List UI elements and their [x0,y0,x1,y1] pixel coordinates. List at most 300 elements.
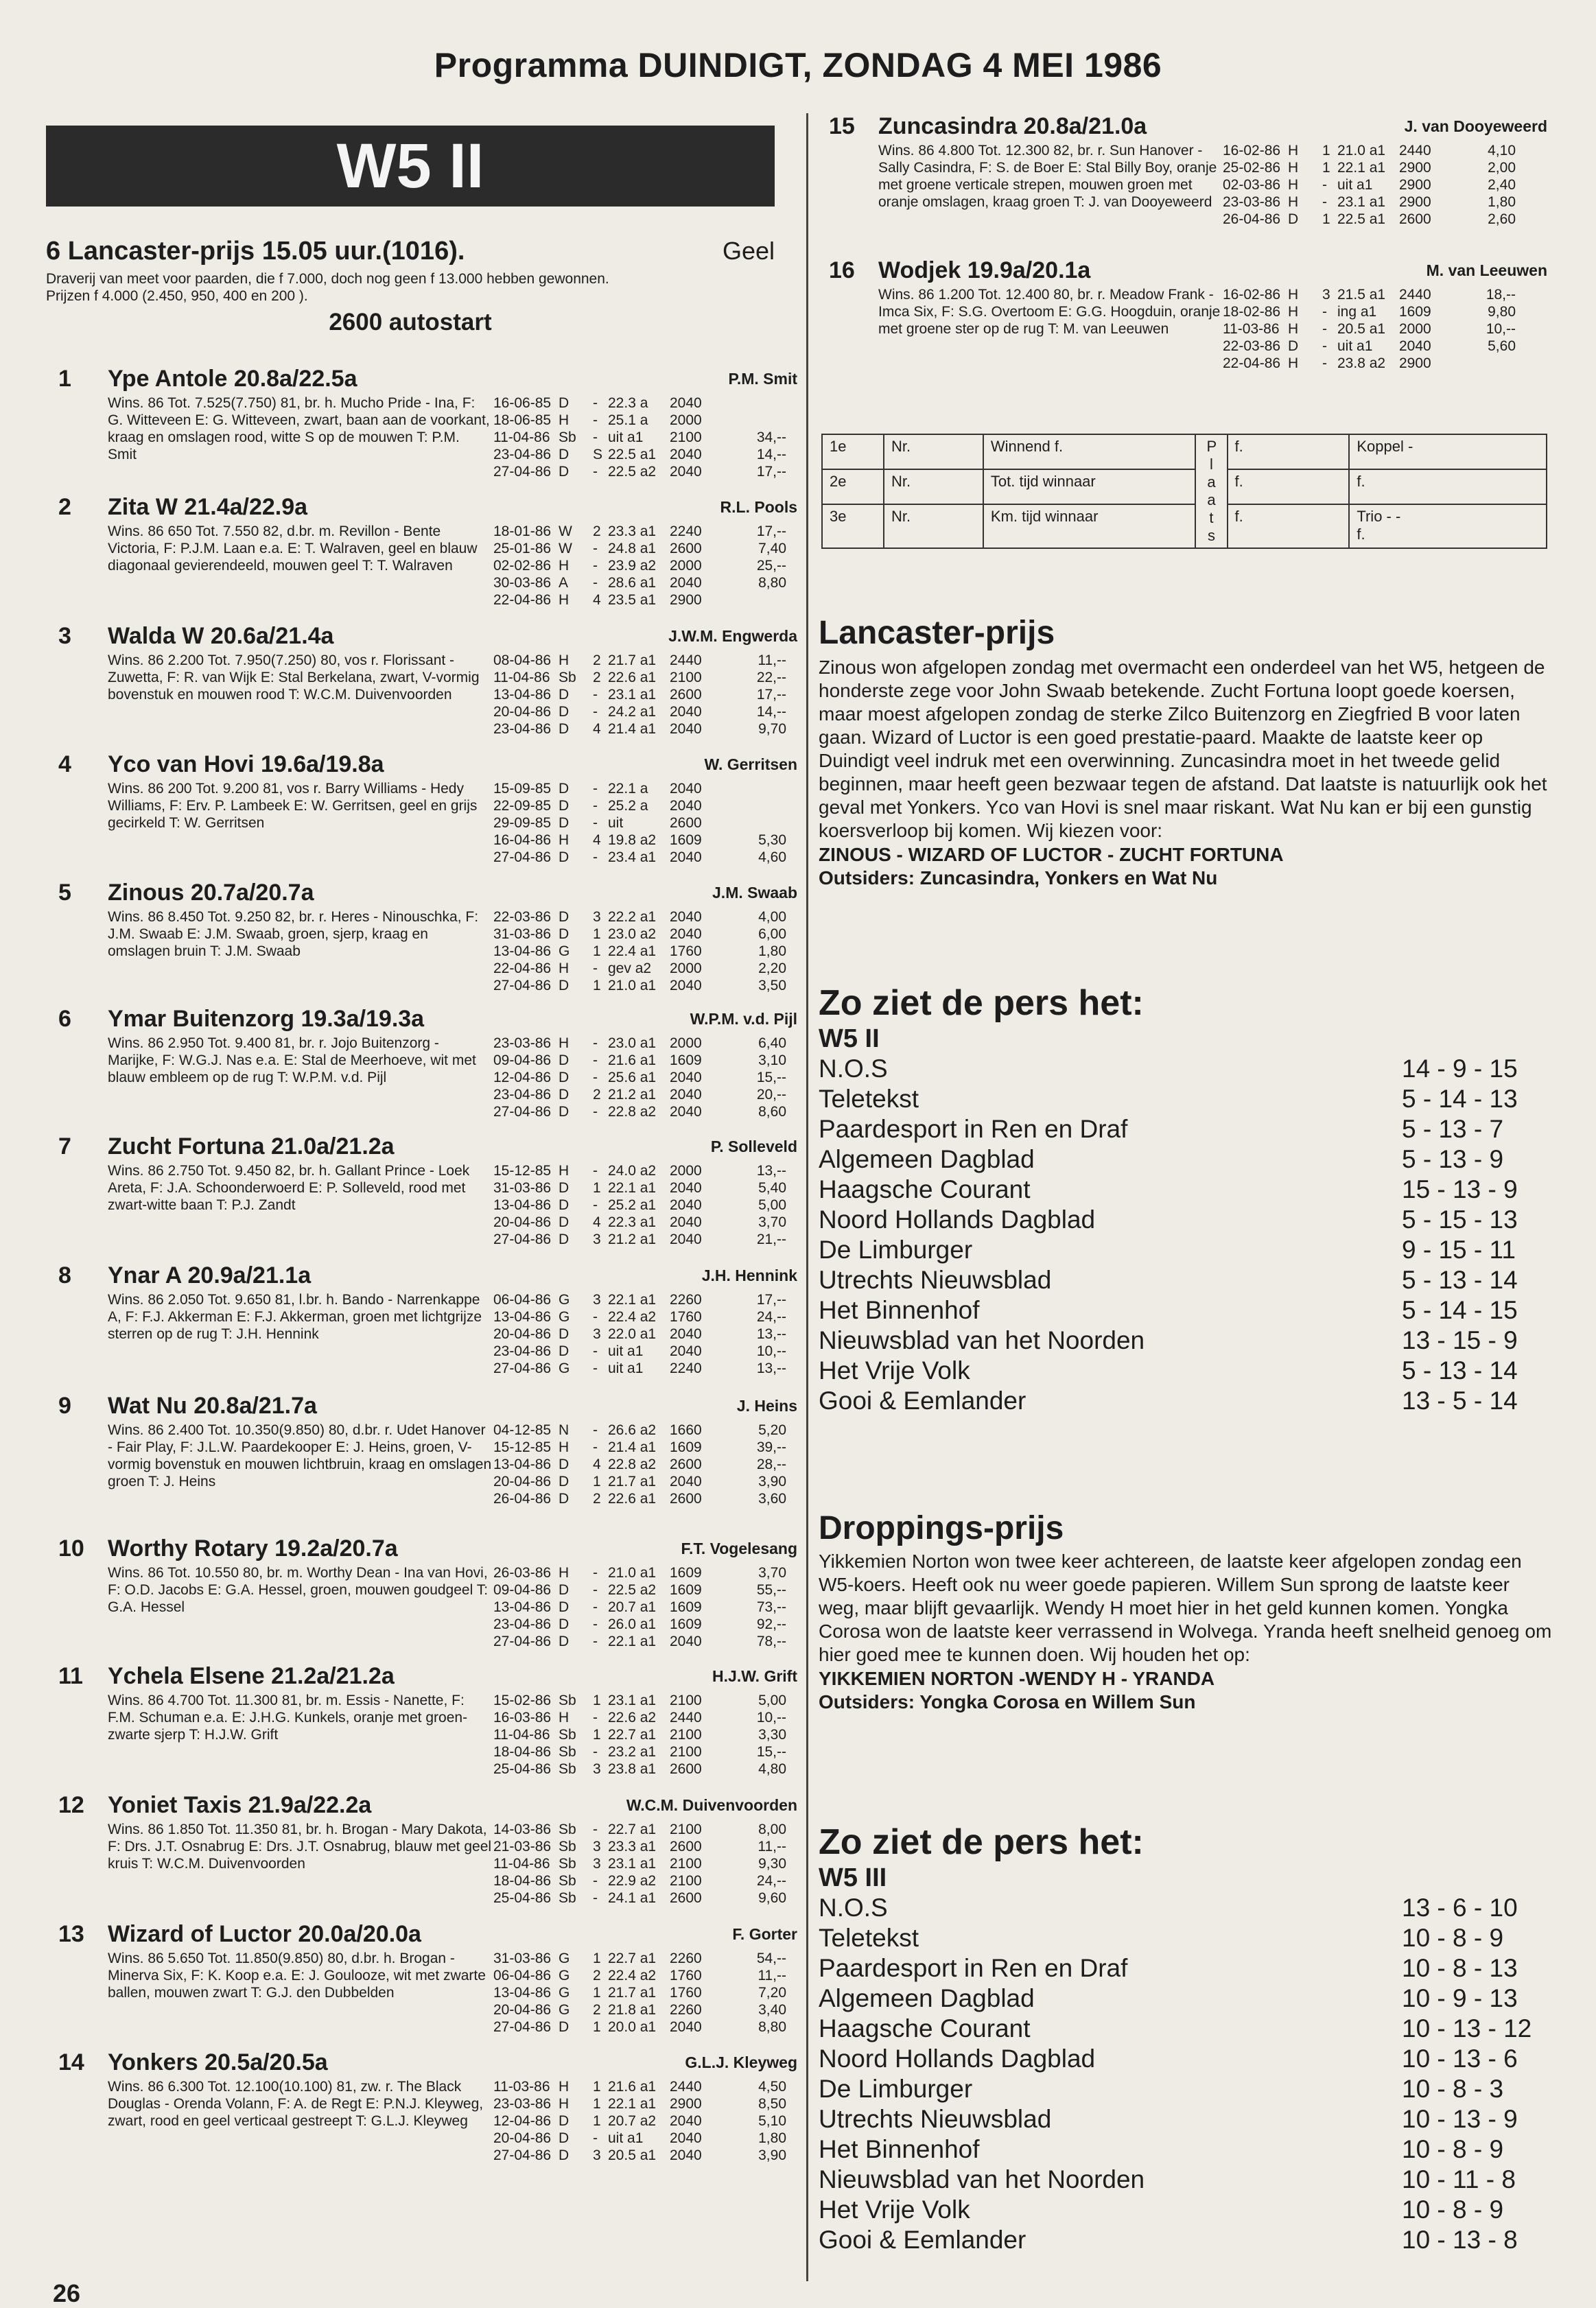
result-f: f. [1228,434,1350,469]
run-row [1223,211,1545,228]
run-odds: 3,30 [758,1727,786,1743]
run-odds: 3,90 [758,2147,786,2163]
press-title: Zo ziet de pers het: [819,1822,1144,1862]
newspaper-name: De Limburger [819,2075,973,2103]
run-time: 22.1 a1 [608,1180,657,1196]
newspaper-name: Het Binnenhof [819,2135,980,2163]
run-time: 25.1 a [608,412,648,428]
run-row [493,2078,795,2095]
horse-info: Wins. 86 200 Tot. 9.200 81, vos r. Barry Williams - Hedy Williams, F: Erv. P. Lambeek E: W. Gerritsen, geel en grijs gecirkeld T: W. Gerritsen [108,781,478,831]
page-title: Programma DUINDIGT, ZONDAG 4 MEI 1986 [434,46,1162,84]
run-odds: 6,00 [758,926,786,942]
run-place: 4 [593,592,601,608]
entry-number: 3 [58,623,71,649]
run-distance: 1609 [1399,304,1431,320]
run-track: D [559,464,570,480]
run-track: D [559,1474,570,1489]
run-distance: 2000 [670,961,702,976]
run-time: 23.5 a1 [608,592,657,608]
run-place: 1 [593,2019,601,2035]
entry-number: 16 [829,257,855,283]
run-date: 11-04-86 [493,670,550,685]
horse-name: Zucht Fortuna 21.0a/21.2a [108,1133,395,1159]
horse-info: Wins. 86 2.750 Tot. 9.450 82, br. h. Gallant Prince - Loek Areta, F: J.A. Schoonderwoerd E: P. Solleveld, rood met zwart-witte baan T: P.J. Zandt [108,1163,470,1213]
run-odds: 18,-- [1486,287,1516,303]
run-time: 26.6 a2 [608,1422,657,1438]
run-place: - [593,575,598,591]
run-time: 21.4 a1 [608,721,657,737]
run-time: 24.8 a1 [608,541,657,556]
run-date: 25-01-86 [493,541,552,556]
recent-runs [493,395,795,480]
results-table [821,434,1547,549]
press-row [819,1084,1553,1114]
run-distance: 2040 [670,1326,702,1342]
run-odds: 21,-- [756,1232,786,1247]
run-date: 29-09-85 [493,815,552,831]
run-distance: 2100 [670,670,702,685]
droppings-pick: YIKKEMIEN NORTON -WENDY H - YRANDA [819,1668,1215,1689]
horse-entry [817,113,1547,227]
newspaper-name: Gooi & Eemlander [819,2226,1026,2254]
run-track: D [559,1616,570,1632]
run-odds: 13,-- [756,1361,786,1376]
run-track: Sb [559,1890,576,1906]
run-distance: 2000 [670,558,702,574]
newspaper-name: N.O.S [819,1055,888,1083]
horse-info: Wins. 86 4.800 Tot. 12.300 82, br. r. Sun Hanover - Sally Casindra, F: S. de Boer E: Stal Billy Boy, oranje met groene verticale strepen, mouwen groen met oranje omslagen, kraag groen T: J. van Dooyeweerd [878,143,1217,210]
run-time: 22.1 a [608,781,648,797]
run-distance: 2040 [670,1087,702,1103]
run-time: 21.6 a1 [608,2079,657,2095]
run-place: - [1322,355,1327,371]
run-row [493,523,795,540]
run-date: 16-02-86 [1223,287,1281,303]
run-row [493,814,795,832]
press-pick: 5 - 13 - 14 [1402,1356,1518,1385]
run-row [493,1197,795,1214]
plaats-text: Plaats [1206,438,1217,544]
lancaster-pick: ZINOUS - WIZARD OF LUCTOR - ZUCHT FORTUNA [819,844,1284,865]
recent-runs [493,1564,795,1650]
run-date: 18-01-86 [493,523,552,539]
run-time: 23.4 a1 [608,849,657,865]
horse-name: Wodjek 19.9a/20.1a [878,257,1091,283]
run-odds: 4,50 [758,2079,786,2095]
run-distance: 2100 [670,1822,702,1837]
run-date: 15-12-85 [493,1163,552,1179]
recent-runs [493,780,795,866]
run-distance: 2600 [670,541,702,556]
run-odds [725,814,786,832]
run-time: 23.1 a1 [608,687,657,703]
run-date: 31-03-86 [493,926,552,942]
run-date: 15-02-86 [493,1693,552,1708]
trainer-name: W. Gerritsen [704,755,797,773]
run-row [493,2147,795,2164]
run-odds: 5,00 [758,1693,786,1708]
run-odds: 28,-- [756,1457,786,1472]
run-track: Sb [559,1727,576,1743]
run-place: - [1322,304,1327,320]
horse-info: Wins. 86 2.200 Tot. 7.950(7.250) 80, vos r. Florissant - Zuwetta, F: R. van Wijk E: Stal Berkelana, zwart, V-vormig bovenstuk en mouwen rood T: W.C.M. Duivenvoorden [108,652,480,703]
run-distance: 1760 [670,1985,702,2001]
run-place: - [593,1616,598,1632]
run-odds: 20,-- [756,1087,786,1103]
result-pos: 2e [822,469,884,504]
recent-runs [493,523,795,609]
run-odds [725,797,786,814]
run-row [493,412,795,429]
run-place: - [593,395,598,411]
run-distance: 2440 [1399,143,1431,158]
run-time: 21.0 a1 [1337,143,1386,158]
horse-info: Wins. 86 5.650 Tot. 11.850(9.850) 80, d.br. h. Brogan - Minerva Six, F: K. Koop e.a. E: J. Goulooze, wit met zwarte ballen, mouwen zwart T: G.J. den Dubbelden [108,1951,486,2001]
run-track: Sb [559,1839,576,1854]
lancaster-section [819,614,1553,889]
run-row [493,1214,795,1231]
run-row [493,1633,795,1650]
run-track: D [559,1104,570,1120]
run-track: Sb [559,1761,576,1777]
run-track: D [559,1197,570,1213]
run-distance: 2000 [670,1163,702,1179]
press-row [819,1295,1553,1326]
press-row [819,2195,1553,2225]
horse-entry [46,1921,797,2035]
run-time: 24.0 a2 [608,1163,657,1179]
run-odds: 9,30 [758,1856,786,1872]
run-row [493,1889,795,1907]
run-row [1223,142,1545,159]
press-pick: 15 - 13 - 9 [1402,1175,1518,1203]
horse-name: Ymar Buitenzorg 19.3a/19.3a [108,1006,425,1032]
run-date: 15-12-85 [493,1439,552,1455]
run-row [493,2112,795,2130]
run-odds: 34,-- [756,429,786,445]
run-place: 1 [593,1727,601,1743]
press-row [819,1326,1553,1356]
horse-info: Wins. 86 8.450 Tot. 9.250 82, br. r. Heres - Ninouschka, F: J.M. Swaab E: J.M. Swaab, groen, sjerp, kraag en omslagen bruin T: J.M. Swaab [108,909,479,959]
run-place: - [593,1634,598,1649]
run-date: 12-04-86 [493,1070,552,1085]
run-distance: 2100 [670,1744,702,1760]
run-place: - [593,464,598,480]
race-distance: 2600 autostart [329,309,492,335]
run-time: 23.8 a1 [608,1761,657,1777]
run-track: D [559,687,570,703]
run-distance: 2040 [670,978,702,993]
run-place: 4 [593,1214,601,1230]
entry-number: 5 [58,880,71,906]
run-date: 22-04-86 [493,592,552,608]
run-odds: 17,-- [756,523,786,539]
run-time: 23.1 a1 [608,1856,657,1872]
run-odds [725,591,786,609]
newspaper-name: Noord Hollands Dagblad [819,2045,1096,2073]
horse-name: Wizard of Luctor 20.0a/20.0a [108,1921,421,1947]
run-track: D [559,1491,570,1507]
run-time: 22.8 a2 [608,1457,657,1472]
trainer-name: J.M. Swaab [712,884,797,902]
run-place: 2 [593,670,601,685]
run-odds: 17,-- [756,464,786,480]
run-row [493,780,795,797]
run-distance: 2600 [670,687,702,703]
run-row [493,1616,795,1633]
run-odds: 8,60 [758,1104,786,1120]
run-time: 28.6 a1 [608,575,657,591]
run-place: - [593,558,598,574]
run-place: - [1322,177,1327,193]
run-track: D [559,1343,570,1359]
run-date: 18-02-86 [1223,304,1281,320]
press-row [819,2014,1553,2044]
run-date: 20-04-86 [493,1326,552,1342]
entry-number: 8 [58,1262,71,1288]
run-place: - [593,815,598,831]
run-place: 1 [593,1951,601,1966]
run-odds: 5,40 [758,1180,786,1196]
run-distance: 2900 [670,592,702,608]
run-row [493,1035,795,1052]
run-row [493,1599,795,1616]
run-time: 23.1 a1 [1337,194,1386,210]
run-track: H [559,961,570,976]
run-track: D [559,909,570,925]
run-row [1223,303,1545,320]
run-row [493,1855,795,1872]
newspaper-name: Algemeen Dagblad [819,1145,1035,1173]
run-place: - [593,1052,598,1068]
run-odds: 78,-- [756,1634,786,1649]
run-place: 3 [593,1856,601,1872]
run-track: G [559,943,570,959]
run-date: 02-03-86 [1223,177,1281,193]
run-place: 1 [593,943,601,959]
press-subtitle: W5 III [819,1863,887,1892]
horse-info: Wins. 86 2.950 Tot. 9.400 81, br. r. Jojo Buitenzorg - Marijke, F: W.G.J. Nas e.a. E: Stal de Meerhoeve, wit met blauw embleem op de rug T: W.P.M. v.d. Pijl [108,1035,476,1085]
run-row [493,686,795,703]
horse-name: Zuncasindra 20.8a/21.0a [878,113,1147,139]
run-date: 18-04-86 [493,1744,552,1760]
run-date: 16-06-85 [493,395,552,411]
run-row [493,1726,795,1743]
run-date: 27-04-86 [493,1232,552,1247]
run-distance: 2900 [1399,355,1431,371]
run-row [493,849,795,866]
run-place: - [593,541,598,556]
press-pick: 10 - 13 - 8 [1402,2226,1518,2254]
trainer-name: H.J.W. Grift [712,1667,797,1685]
run-distance: 2600 [670,1761,702,1777]
press-list [819,1893,1553,2255]
newspaper-name: Het Vrije Volk [819,2195,970,2224]
trainer-name: J. van Dooyeweerd [1404,117,1547,135]
run-time: 25.6 a1 [608,1070,657,1085]
run-place: 3 [593,1326,601,1342]
run-track: W [559,541,572,556]
run-track: D [559,2147,570,2163]
run-time: 22.3 a [608,395,648,411]
run-date: 20-04-86 [493,1474,552,1489]
run-track: H [559,412,570,428]
run-place: - [593,1343,598,1359]
trio-text: Trio - - [1357,508,1401,526]
run-distance: 2040 [670,1474,702,1489]
result-nr: Nr. [884,469,983,504]
run-date: 27-04-86 [493,1634,552,1649]
entry-number: 11 [58,1663,83,1689]
run-row [1223,193,1545,211]
run-place: 1 [593,2096,601,2112]
run-track: N [559,1422,570,1438]
run-track: H [1288,160,1299,176]
run-track: H [559,558,570,574]
run-place: S [593,447,603,462]
run-row [493,703,795,720]
plaats-label [1195,434,1227,548]
newspaper-name: Algemeen Dagblad [819,1984,1035,2012]
entry-number: 10 [58,1535,84,1562]
run-distance: 2440 [670,2079,702,2095]
run-date: 27-04-86 [493,849,552,865]
run-track: G [559,1985,570,2001]
press-pick: 13 - 15 - 9 [1402,1326,1518,1354]
run-place: - [593,1035,598,1051]
trainer-name: R.L. Pools [720,498,797,516]
run-distance: 2040 [1399,338,1431,354]
run-date: 06-04-86 [493,1968,552,1983]
trio-f: f. [1357,526,1365,543]
trainer-name: J. Heins [736,1397,797,1415]
press-pick: 5 - 14 - 13 [1402,1085,1518,1113]
run-odds: 9,80 [1488,304,1516,320]
run-date: 08-04-86 [493,652,552,668]
horse-name: Walda W 20.6a/21.4a [108,623,334,649]
run-odds: 3,50 [758,978,786,993]
run-place: 2 [593,523,601,539]
run-odds: 4,60 [758,849,786,865]
recent-runs [493,1035,795,1120]
run-distance: 2260 [670,2002,702,2018]
run-place: 1 [593,1693,601,1708]
run-time: 21.2 a1 [608,1087,657,1103]
result-nr: Nr. [884,434,983,469]
press-row [819,2074,1553,2104]
horse-entry [46,2049,797,2163]
run-place: - [593,849,598,865]
run-time: 21.4 a1 [608,1439,657,1455]
run-date: 09-04-86 [493,1582,552,1598]
race-prizes: Prijzen f 4.000 (2.450, 950, 400 en 200 ). [46,288,308,304]
run-row [493,1872,795,1889]
run-place: - [593,1104,598,1120]
race-banner: W5 II [46,126,775,207]
horse-info: Wins. 86 6.300 Tot. 12.100(10.100) 81, zw. r. The Black Douglas - Orenda Volann, F: A. de Regt E: P.N.J. Kleyweg, zwart, rood en geel verticaal gestreept T: G.L.J. Kleyweg [108,2079,484,2129]
newspaper-name: Gooi & Eemlander [819,1387,1026,1415]
run-track: H [559,652,570,668]
run-distance: 2600 [670,1491,702,1507]
recent-runs [493,1422,795,1507]
horse-entry [46,1663,797,1777]
press-row [819,1923,1553,1953]
run-track: D [559,926,570,942]
run-track: Sb [559,1744,576,1760]
run-date: 23-04-86 [493,721,552,737]
run-date: 16-03-86 [493,1710,552,1726]
result-f: f. [1228,504,1350,548]
newspaper-name: Paardesport in Ren en Draf [819,1954,1128,1982]
run-place: 2 [593,1491,601,1507]
run-odds: 11,-- [758,1839,786,1854]
run-row [493,1326,795,1343]
run-row [493,926,795,943]
press-list [819,1054,1553,1416]
press-row [819,1235,1553,1265]
run-place: 1 [1322,211,1330,227]
run-place: - [593,412,598,428]
run-distance: 2040 [670,1634,702,1649]
run-time: uit a1 [608,2130,644,2146]
run-row [493,1052,795,1069]
run-date: 25-04-86 [493,1890,552,1906]
run-distance: 2600 [670,1839,702,1854]
run-distance: 1609 [670,832,702,848]
run-date: 20-04-86 [493,2002,552,2018]
run-track: D [559,1052,570,1068]
run-date: 12-04-86 [493,2113,552,2129]
run-date: 23-04-86 [493,447,552,462]
run-odds: 11,-- [758,652,786,668]
run-row [493,977,795,994]
run-distance: 2040 [670,721,702,737]
recent-runs [493,1821,795,1907]
press-pick: 10 - 8 - 3 [1402,2075,1504,2103]
run-date: 11-03-86 [493,2079,550,2095]
press-section-w5-iii [819,1822,1553,2255]
run-odds: 3,40 [758,2002,786,2018]
press-pick: 9 - 15 - 11 [1402,1236,1516,1264]
run-date: 18-04-86 [493,1873,552,1889]
press-pick: 10 - 8 - 9 [1402,1924,1504,1952]
horse-info: Wins. 86 1.850 Tot. 11.350 81, br. h. Brogan - Mary Dakota, F: Drs. J.T. Osnabrug E: Drs. J.T. Osnabrug, blauw met geel kruis T: W.C.M. Duivenvoorden [108,1822,492,1872]
run-place: - [1322,321,1327,337]
run-track: D [559,978,570,993]
run-time: 22.1 a1 [608,2096,657,2112]
droppings-outsiders: Outsiders: Yongka Corosa en Willem Sun [819,1691,1196,1712]
run-distance: 2440 [1399,287,1431,303]
run-odds: 2,20 [758,961,786,976]
run-distance: 1609 [670,1582,702,1598]
run-row [493,2130,795,2147]
trainer-name: P. Solleveld [710,1138,797,1155]
newspaper-name: Utrechts Nieuwsblad [819,2105,1052,2133]
run-track: G [559,1292,570,1308]
run-date: 20-04-86 [493,1214,552,1230]
run-track: H [559,592,570,608]
run-track: H [559,1163,570,1179]
run-row [493,1439,795,1456]
run-row [493,574,795,591]
run-odds: 7,20 [758,1985,786,2001]
run-place: - [593,798,598,814]
run-date: 23-04-86 [493,1616,552,1632]
run-distance: 2040 [670,2113,702,2129]
run-track: W [559,523,572,539]
horse-entry [817,257,1547,371]
run-place: 2 [593,1087,601,1103]
